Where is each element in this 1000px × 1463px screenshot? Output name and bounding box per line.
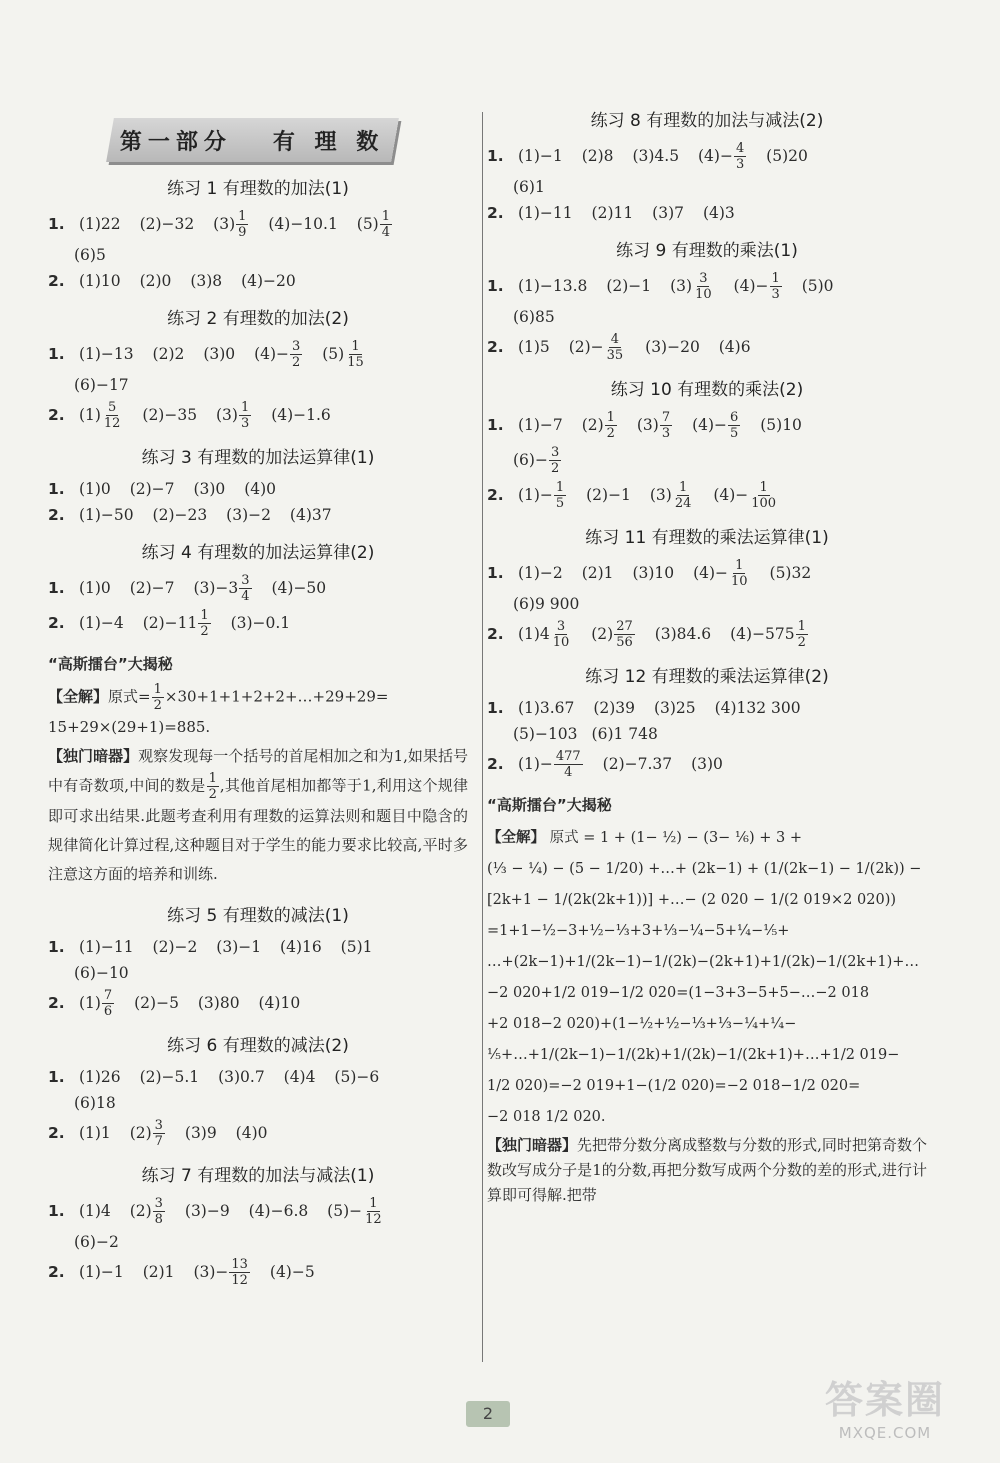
fraction: $\frac{4}{3}$ xyxy=(735,141,745,172)
exercise-5-q2: 2. (1) $\frac{7}{6}$ (2)−5 (3)80 (4)10 xyxy=(48,988,301,1019)
answer: (3)−0.1 xyxy=(230,613,291,632)
gauss-solution: 【全解】原式= $\frac{1}{2}$ ×30+1+1+2+2+…+29+29= 15+29×(29+1)=885. xyxy=(48,682,389,736)
answer: (1)−7 xyxy=(517,415,563,434)
answer: (4)132 300 xyxy=(714,699,801,717)
answer: (1)4 xyxy=(78,1201,111,1220)
answer: (4)0 xyxy=(244,480,277,498)
fraction: $\frac{1}{15}$ xyxy=(347,339,364,370)
answer: (5)0 xyxy=(801,276,834,295)
answer: (1)22 xyxy=(78,214,121,233)
exercise-6-title: 练习 6 有理数的减法(2) xyxy=(167,1036,349,1056)
fraction: $\frac{3}{10}$ xyxy=(552,619,570,650)
answer: (3)− $\frac{13}{12}$ xyxy=(193,1257,248,1288)
exercise-12-q1: 1. (1)3.67 (2)39 (3)25 (4)132 300 xyxy=(487,699,801,717)
answer: (4)6 xyxy=(718,337,751,356)
exercise-2-q1-cont: (6)−17 xyxy=(74,376,129,394)
answer: (4)−1.6 xyxy=(271,405,331,424)
answer: (3) $\frac{7}{3}$ xyxy=(636,410,671,441)
exercise-6-q1-cont: (6)18 xyxy=(74,1094,116,1112)
answer: (4)− $\frac{1}{3}$ xyxy=(733,271,780,302)
answer: (2)8 xyxy=(581,146,614,165)
fraction: $\frac{1}{10}$ xyxy=(731,558,748,589)
fraction: $\frac{1}{2}$ xyxy=(606,410,615,441)
answer: (4)16 xyxy=(280,938,322,956)
fraction: $\frac{3}{7}$ xyxy=(154,1118,163,1149)
answer: (3)0 xyxy=(203,344,236,363)
answer: (2)−32 xyxy=(139,214,195,233)
answer: (3) $\frac{1}{9}$ xyxy=(213,209,247,240)
answer: (1)−13.8 xyxy=(517,276,588,295)
answer: (3)10 xyxy=(632,563,675,582)
answer: (3)−9 xyxy=(184,1201,230,1220)
answer: (2)11 xyxy=(591,204,634,222)
exercise-7-q1-cont: (6)−2 xyxy=(74,1233,119,1251)
answer: (1)5 xyxy=(517,337,550,356)
exercise-6-q1: 1. (1)26 (2)−5.1 (3)0.7 (4)4 (5)−6 xyxy=(48,1068,380,1086)
answer: (4)3 xyxy=(702,204,735,222)
exercise-12-title: 练习 12 有理数的乘法运算律(2) xyxy=(585,667,829,687)
answer: (1)3.67 xyxy=(517,699,575,717)
exercise-11-q2: 2. (1)4 $\frac{3}{10}$ (2) $\frac{27}{56}$ (3)84.6 (4)−575 $\frac{1}{2}$ xyxy=(487,619,927,650)
answer: (2)−7 xyxy=(129,578,175,597)
answer: (5)20 xyxy=(766,146,808,165)
answer: (4)− $\frac{4}{3}$ xyxy=(698,141,745,172)
fraction: $\frac{7}{6}$ xyxy=(103,988,113,1019)
exercise-3-q2: 2. (1)−50 (2)−23 (3)−2 (4)37 xyxy=(48,506,332,524)
exercise-8-title: 练习 8 有理数的加法与减法(2) xyxy=(590,111,824,131)
fraction: $\frac{3}{2}$ xyxy=(550,445,560,476)
fraction: $\frac{1}{9}$ xyxy=(238,209,247,240)
fraction: $\frac{1}{24}$ xyxy=(674,480,692,511)
answer: (4)0 xyxy=(235,1123,268,1142)
answer: (1)10 xyxy=(78,272,121,290)
exercise-9-q2: 2. (1)5 (2)− $\frac{4}{35}$ (3)−20 (4)6 xyxy=(487,332,751,363)
exercise-10-title: 练习 10 有理数的乘法(2) xyxy=(610,380,804,400)
watermark-logo: 答案圈 MXQE.COM xyxy=(824,1378,945,1442)
answer: (5)− $\frac{1}{12}$ xyxy=(327,1196,382,1227)
answer: (5) $\frac{1}{4}$ xyxy=(356,209,391,240)
answer: (1) $\frac{5}{12}$ xyxy=(78,400,121,431)
exercise-2-q1: 1. (1)−13 (2)2 (3)0 (4)− $\frac{3}{2}$ (5) $\frac{1}{15}$ xyxy=(48,339,468,370)
answer: (2)−1 xyxy=(606,276,652,295)
exercise-11-q1: 1. (1)−2 (2)1 (3)10 (4)− $\frac{1}{10}$ (5)32 xyxy=(487,558,812,589)
exercise-4-q2: 2. (1)−4 (2)−11 $\frac{1}{2}$ (3)−0.1 xyxy=(48,608,291,639)
exercise-9-q1: 1. (1)−13.8 (2)−1 (3) $\frac{3}{10}$ (4)− $\frac{1}{3}$ (5)0 xyxy=(487,271,834,302)
answer: (1)−50 xyxy=(78,506,134,524)
answer: (2)−23 xyxy=(152,506,208,524)
answer: (3)8 xyxy=(190,272,223,290)
part-banner xyxy=(106,118,399,162)
answer: (1) $\frac{7}{6}$ xyxy=(78,988,113,1019)
answer: (4)−20 xyxy=(241,272,296,290)
answer: (3)25 xyxy=(653,699,696,717)
gauss-heading-right: “高斯擂台”大揭秘 xyxy=(487,796,612,814)
answer: (4)− $\frac{6}{5}$ xyxy=(692,410,739,441)
exercise-1-title: 练习 1 有理数的加法(1) xyxy=(167,179,349,199)
exercise-5-title: 练习 5 有理数的减法(1) xyxy=(167,906,349,926)
exercise-2-q2: 2. (1) $\frac{5}{12}$ (2)−35 (3) $\frac{1}{3}$ (4)−1.6 xyxy=(48,400,331,431)
answer: (1)0 xyxy=(78,578,111,597)
gauss-solution-right: 【全解】 原式 = 1 + (1− ½) − (3− ⅙) + 3 + (⅓ − ¼) − (5 − 1/20) +…+ (2k−1) + (1/(2k−1) − 1/(2k)) − [2k+1 − 1/(2k(2k+1))] +…− (2 020 − 1/(2 019×2 020)) =1+1−½−3+½−⅓+3+⅓−¼−5+¼−⅕+ …+(2k−1)+1/(2k−1)−1/(2k)−(2k+1)+1/(2k)−1/(2k+1)+… −2 020+1/2 019−1/2 020=(1−3+3−5+5−…−2 018 +2 018−2 020)+(1−½+½−⅓+⅓−¼+¼− ⅕+…+1/(2k−1)−1/(2k)+1/(2k)−1/(2k+1)+…+1/2 019− 1/2 020)=−2 019+1−(1/2 020)=−2 018−1/2 020= −2 018 1/2 020. xyxy=(487,830,922,1125)
answer: (4)− $\frac{1}{10}$ xyxy=(693,558,748,589)
right-column xyxy=(487,100,927,1208)
exercise-8-q1: 1. (1)−1 (2)8 (3)4.5 (4)− $\frac{4}{3}$ (5)20 xyxy=(487,141,808,172)
gauss-heading: “高斯擂台”大揭秘 xyxy=(48,655,173,673)
answer: (2)−35 xyxy=(142,405,198,424)
answer: (4)−575 $\frac{1}{2}$ xyxy=(730,619,806,650)
answer: (2)−11 $\frac{1}{2}$ xyxy=(142,608,209,639)
exercise-1-q2 xyxy=(48,270,468,292)
answer: (5)32 xyxy=(769,563,812,582)
column-divider xyxy=(482,112,483,1362)
question-number: 1. xyxy=(48,214,65,233)
answer: (5) $\frac{1}{15}$ xyxy=(322,339,364,370)
part-banner-text: 第一部分 有 理 数 xyxy=(120,129,385,155)
exercise-2-title: 练习 2 有理数的加法(2) xyxy=(167,309,349,329)
answer: (2) $\frac{3}{8}$ xyxy=(129,1196,163,1227)
answer: (4)−6.8 xyxy=(248,1201,309,1220)
fraction: $\frac{1}{3}$ xyxy=(771,271,780,302)
answer: (3)7 xyxy=(652,204,684,222)
exercise-7-title: 练习 7 有理数的加法与减法(1) xyxy=(141,1166,375,1186)
answer: (4)10 xyxy=(258,993,301,1012)
fraction: $\frac{1}{2}$ xyxy=(797,619,806,650)
answer: (3) $\frac{3}{10}$ xyxy=(670,271,712,302)
answer: (4)−10.1 xyxy=(268,214,338,233)
gauss-tip: 【独门暗器】观察发现每一个括号的首尾相加之和为1,如果括号中有奇数项,中间的数是 $\frac{1}{2}$ ,其他首尾相加都等于1,利用这个规律即可求出结果.此题考查利用有理数的运算法则和题目中隐含的规律简化计算过程,这种题目对于学生的能力要求比较高,平时多注意这方面的培养和训练. xyxy=(48,747,468,883)
answer: (1)−1 xyxy=(78,1262,124,1281)
answer: (3) $\frac{1}{24}$ xyxy=(649,480,692,511)
answer: (3)4.5 xyxy=(632,146,680,165)
answer: (2)−5 xyxy=(134,993,179,1012)
answer: (3)9 xyxy=(184,1123,217,1142)
fraction: $\frac{477}{4}$ xyxy=(555,749,581,780)
fraction: $\frac{1}{12}$ xyxy=(365,1196,382,1227)
fraction: $\frac{1}{2}$ xyxy=(153,682,162,713)
gauss-tip-right: 【独门暗器】先把带分数分离成整数与分数的形式,同时把第奇数个数改写成分子是1的分数,再把分数写成两个分数的差的形式,进行计算即可得解.把带 xyxy=(487,1136,927,1204)
answer: (2)1 xyxy=(581,563,614,582)
answer: (4)37 xyxy=(289,506,332,524)
answer: (2)39 xyxy=(593,699,636,717)
fraction: $\frac{3}{8}$ xyxy=(154,1196,163,1227)
answer: (3)−3 $\frac{3}{4}$ xyxy=(193,573,250,604)
answer: (3)0 xyxy=(193,480,226,498)
answer: (3)0 xyxy=(691,754,723,773)
answer: (4)4 xyxy=(283,1068,316,1086)
answer: (1)4 $\frac{3}{10}$ xyxy=(517,619,570,650)
answer: (1)−1 xyxy=(517,146,563,165)
exercise-1-q1 xyxy=(48,209,468,240)
answer: (3)84.6 xyxy=(654,624,712,643)
exercise-11-title: 练习 11 有理数的乘法运算律(1) xyxy=(585,528,829,548)
exercise-1-q1-cont: (6)5 xyxy=(74,246,106,264)
answer: (1)26 xyxy=(78,1068,121,1086)
exercise-12-q2: 2. (1)− $\frac{477}{4}$ (2)−7.37 (3)0 xyxy=(487,749,723,780)
answer: (3)−1 xyxy=(216,938,262,956)
answer: (1)1 xyxy=(78,1123,111,1142)
answer: (2)− $\frac{4}{35}$ xyxy=(568,332,624,363)
fraction: $\frac{1}{100}$ xyxy=(751,480,777,511)
fraction: $\frac{3}{10}$ xyxy=(695,271,712,302)
exercise-12-q1-cont: (5)−103 (6)1 748 xyxy=(513,725,658,743)
fraction: $\frac{6}{5}$ xyxy=(730,410,739,441)
fraction: $\frac{1}{4}$ xyxy=(381,209,391,240)
exercise-8-q2: 2. (1)−11 (2)11 (3)7 (4)3 xyxy=(487,204,735,222)
answer: (3)0.7 xyxy=(218,1068,265,1086)
answer: (2)−1 xyxy=(586,485,631,504)
fraction: $\frac{4}{35}$ xyxy=(606,332,624,363)
fraction: $\frac{13}{12}$ xyxy=(231,1257,248,1288)
fraction: $\frac{1}{2}$ xyxy=(200,608,209,639)
exercise-9-title: 练习 9 有理数的乘法(1) xyxy=(616,241,798,261)
exercise-8-q1-cont: (6)1 xyxy=(513,178,545,196)
answer: (2)1 xyxy=(142,1262,175,1281)
answer: (5)−6 xyxy=(334,1068,380,1086)
fraction: $\frac{1}{3}$ xyxy=(240,400,250,431)
answer: (4)− $\frac{1}{100}$ xyxy=(713,480,777,511)
answer: (3)−2 xyxy=(226,506,271,524)
answer: (3)−20 xyxy=(645,337,700,356)
answer: (1)−2 xyxy=(517,563,563,582)
answer: (1)− $\frac{477}{4}$ xyxy=(517,749,581,780)
fraction: $\frac{1}{2}$ xyxy=(208,771,217,802)
answer: (3)80 xyxy=(197,993,240,1012)
answer: (2)2 xyxy=(152,344,185,363)
exercise-5-q1: 1. (1)−11 (2)−2 (3)−1 (4)16 (5)1 xyxy=(48,938,373,956)
answer: (4)− $\frac{3}{2}$ xyxy=(254,339,301,370)
answer: (2) $\frac{3}{7}$ xyxy=(129,1118,163,1149)
page-number: 2 xyxy=(466,1401,510,1427)
answer: (1)−4 xyxy=(78,613,124,632)
fraction: $\frac{5}{12}$ xyxy=(103,400,121,431)
answer: (1)−11 xyxy=(78,938,134,956)
fraction: $\frac{7}{3}$ xyxy=(661,410,671,441)
exercise-11-q1-cont: (6)9 900 xyxy=(513,595,580,613)
answer: (5)10 xyxy=(760,415,802,434)
answer: (1)0 xyxy=(78,480,111,498)
exercise-3-q1: 1. (1)0 (2)−7 (3)0 (4)0 xyxy=(48,480,277,498)
answer: (1)−11 xyxy=(517,204,573,222)
fraction: $\frac{3}{2}$ xyxy=(292,339,301,370)
exercise-10-q1-cont: (6)− $\frac{3}{2}$ xyxy=(513,445,560,476)
exercise-7-q1: 1. (1)4 (2) $\frac{3}{8}$ (3)−9 (4)−6.8 (5)− $\frac{1}{12}$ xyxy=(48,1196,468,1227)
left-column xyxy=(48,100,468,1292)
answer: (2)−7.37 xyxy=(602,754,673,773)
answer: (1)−13 xyxy=(78,344,134,363)
exercise-10-q1: 1. (1)−7 (2) $\frac{1}{2}$ (3) $\frac{7}{3}$ (4)− $\frac{6}{5}$ (5)10 xyxy=(487,410,802,441)
answer: (2)−2 xyxy=(152,938,198,956)
answer: (1)− $\frac{1}{5}$ xyxy=(517,480,565,511)
answer: (2)0 xyxy=(139,272,172,290)
exercise-10-q2: 2. (1)− $\frac{1}{5}$ (2)−1 (3) $\frac{1}{24}$ (4)− $\frac{1}{100}$ xyxy=(487,480,927,511)
exercise-7-q2: 2. (1)−1 (2)1 (3)− $\frac{13}{12}$ (4)−5 xyxy=(48,1257,315,1288)
fraction: $\frac{27}{56}$ xyxy=(616,619,633,650)
exercise-4-q1: 1. (1)0 (2)−7 (3)−3 $\frac{3}{4}$ (4)−50 xyxy=(48,573,327,604)
answer: (2) $\frac{1}{2}$ xyxy=(581,410,615,441)
answer: (4)−5 xyxy=(269,1262,315,1281)
fraction: $\frac{3}{4}$ xyxy=(241,573,250,604)
answer: (4)−50 xyxy=(271,578,327,597)
answer: (2)−7 xyxy=(129,480,175,498)
exercise-9-q1-cont: (6)85 xyxy=(513,308,555,326)
answer: (5)1 xyxy=(340,938,373,956)
exercise-6-q2: 2. (1)1 (2) $\frac{3}{7}$ (3)9 (4)0 xyxy=(48,1118,268,1149)
answer: (3) $\frac{1}{3}$ xyxy=(216,400,250,431)
answer: (2) $\frac{27}{56}$ xyxy=(591,619,633,650)
answer: (2)−5.1 xyxy=(139,1068,200,1086)
fraction: $\frac{1}{5}$ xyxy=(555,480,565,511)
question-number: 2. xyxy=(48,272,65,290)
exercise-4-title: 练习 4 有理数的加法运算律(2) xyxy=(141,543,375,563)
exercise-3-title: 练习 3 有理数的加法运算律(1) xyxy=(141,448,375,468)
exercise-5-q1-cont: (6)−10 xyxy=(74,964,129,982)
